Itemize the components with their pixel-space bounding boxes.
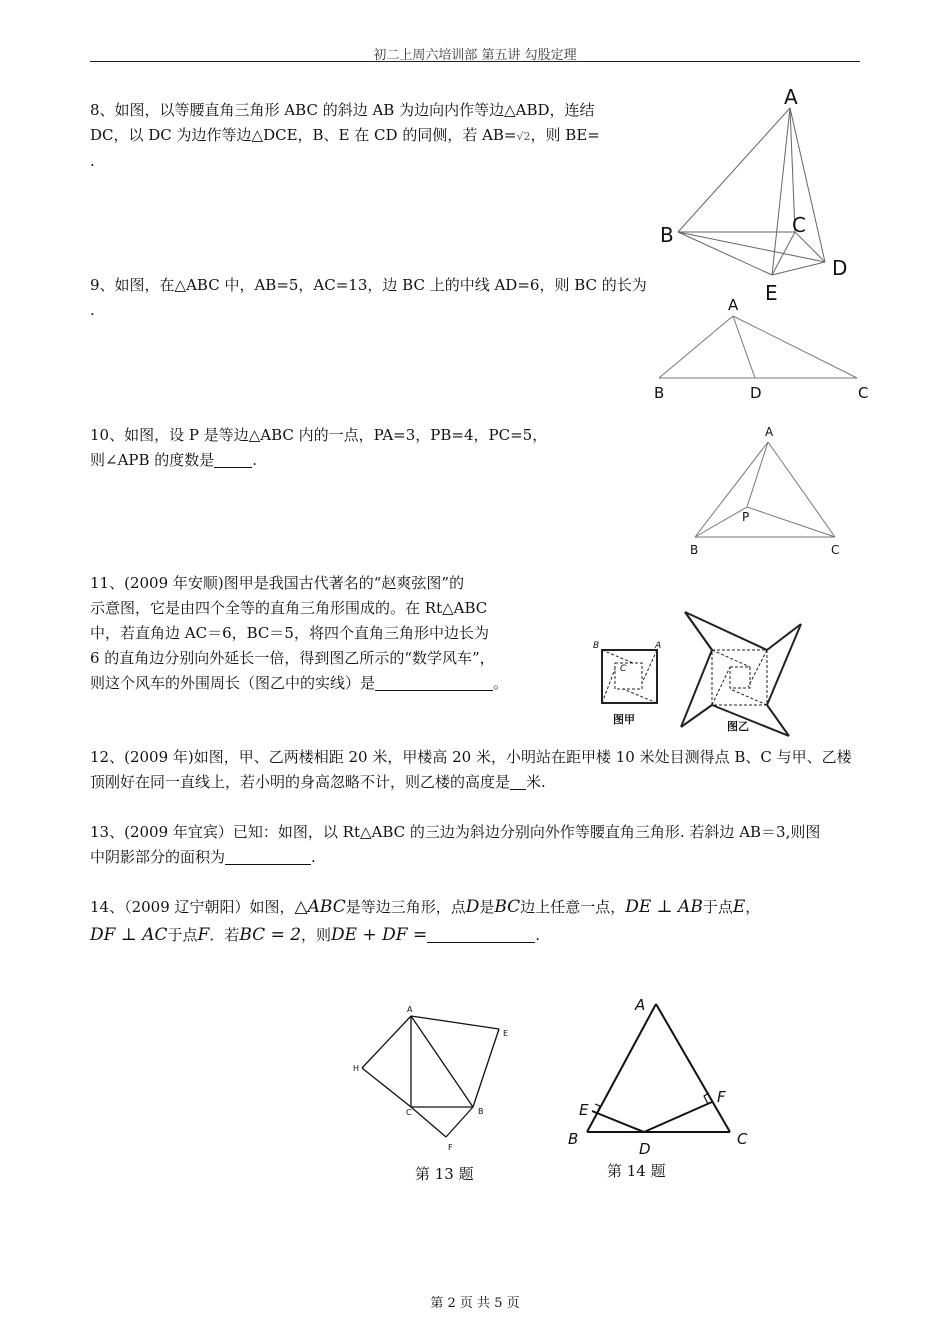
sqrt-two: √2: [516, 130, 531, 143]
question-10: [90, 423, 547, 473]
figure-8: [640, 80, 860, 310]
q12-line2: [90, 770, 852, 795]
q11-line5: [90, 671, 508, 696]
answer-blank-13[interactable]: [225, 848, 311, 865]
fig10-label-a: A: [765, 425, 774, 439]
q14-line2: [90, 921, 760, 949]
q14-text8: ．若: [209, 926, 240, 944]
question-9: [90, 273, 647, 323]
q14-math-de-ab: DE ⊥ AB: [625, 897, 703, 917]
q14-text5: 于点: [702, 898, 733, 916]
fig8-label-d: D: [832, 256, 848, 280]
fig11-label-b: B: [593, 641, 600, 651]
q14-text6: ，: [745, 898, 761, 916]
question-8: [90, 98, 600, 174]
page-header: 初二上周六培训部 第五讲 勾股定理: [373, 48, 577, 63]
fig13-label-b: B: [478, 1107, 484, 1116]
q14-math-f: F: [197, 925, 210, 945]
q14-line1: [90, 893, 760, 921]
answer-blank-11[interactable]: [375, 674, 493, 691]
q14-text10: .: [535, 926, 540, 944]
q12-line1: 12、(2009 年)如图，甲、乙两楼相距 20 米，甲楼高 20 米，小明站在距甲楼 10 米处目测得点 B、C 与甲、乙楼: [90, 748, 852, 766]
question-14: [90, 893, 760, 949]
fig10-label-b: B: [690, 543, 699, 557]
fig13-label-e: E: [503, 1029, 509, 1038]
q8-line3: .: [90, 152, 95, 170]
fig11-caption-jia: 图甲: [613, 713, 635, 726]
fig8-label-e: E: [765, 281, 778, 305]
q14-text9: ，则: [301, 926, 332, 944]
fig11-caption-yi: 图乙: [727, 720, 749, 733]
figure-13-caption: 第 13 题: [415, 1165, 474, 1183]
fig14-label-b: B: [568, 1130, 579, 1148]
fig10-label-c: C: [831, 543, 840, 557]
fig9-label-b: B: [654, 384, 665, 402]
q14-text3: 是: [479, 898, 495, 916]
fig13-label-a: A: [407, 1005, 413, 1014]
q14-math-d: D: [465, 897, 480, 917]
fig8-label-a: A: [784, 85, 798, 109]
q10-line2b: .: [252, 451, 258, 469]
q14-math-e: E: [732, 897, 746, 917]
fig14-label-f: F: [717, 1088, 726, 1106]
fig13-label-h: H: [353, 1064, 360, 1073]
q13-line2: [90, 845, 820, 870]
fig9-label-d: D: [750, 384, 762, 402]
q8-line1: 8、如图，以等腰直角三角形 ABC 的斜边 AB 为边向内作等边△ABD，连结: [90, 101, 595, 119]
q14-text1: 14、（2009 辽宁朝阳）如图，: [90, 898, 295, 916]
question-12: [90, 745, 852, 795]
q13-line2b: .: [311, 848, 316, 866]
q14-text4: 边上任意一点，: [520, 898, 626, 916]
q8-line2a: DC，以 DC 为边作等边△DCE，B、E 在 CD 的同侧，若 AB=: [90, 126, 517, 144]
q13-line2a: 中阴影部分的面积为: [90, 848, 226, 866]
q14-text2: 是等边三角形，点: [345, 898, 466, 916]
fig9-label-a: A: [728, 296, 739, 314]
q14-math-bc2: BC = 2: [239, 925, 302, 945]
figure-10: [685, 420, 855, 560]
q14-math-bc: BC: [494, 897, 521, 917]
fig11-label-a: A: [655, 641, 662, 651]
figure-11: [585, 605, 815, 740]
question-11: [90, 571, 508, 696]
q14-math-sum: DE + DF =: [331, 925, 428, 945]
q8-line2: [90, 123, 600, 149]
fig14-label-e: E: [579, 1101, 589, 1119]
fig13-label-c: C: [406, 1108, 412, 1117]
figure-13: [345, 1000, 525, 1160]
q11-line5b: 。: [493, 674, 509, 692]
answer-blank-10[interactable]: [214, 451, 252, 468]
question-13: [90, 820, 820, 870]
q14-math-abc: △ABC: [294, 897, 346, 917]
q14-math-df-ac: DF ⊥ AC: [90, 925, 168, 945]
fig8-label-c: C: [792, 213, 806, 237]
q10-line2: [90, 448, 547, 473]
fig11-label-c: C: [620, 664, 627, 674]
q13-line1: 13、(2009 年宜宾）已知：如图，以 Rt△ABC 的三边为斜边分别向外作等腰直角三角形. 若斜边 AB＝3,则图: [90, 823, 821, 841]
q10-line2a: 则∠APB 的度数是: [90, 451, 215, 469]
fig10-label-p: P: [742, 510, 750, 524]
figure-9: [645, 292, 875, 407]
answer-blank-12[interactable]: [510, 773, 526, 790]
q11-line5a: 则这个风车的外围周长（图乙中的实线）是: [90, 674, 376, 692]
fig8-label-b: B: [660, 223, 674, 247]
fig14-label-d: D: [639, 1140, 651, 1158]
q12-line2b: 米.: [526, 773, 546, 791]
fig14-label-a: A: [635, 996, 646, 1014]
q11-line3: 中，若直角边 AC＝6，BC＝5，将四个直角三角形中边长为: [90, 624, 489, 642]
q11-line2: 示意图，它是由四个全等的直角三角形围成的。在 Rt△ABC: [90, 599, 488, 617]
q8-line2b: ，则 BE=: [530, 126, 600, 144]
header-rule: [90, 61, 860, 62]
answer-blank-14[interactable]: [427, 926, 535, 943]
page-footer: 第 2 页 共 5 页: [430, 1296, 520, 1311]
figure-14-caption: 第 14 题: [607, 1162, 666, 1180]
q11-line4: 6 的直角边分别向外延长一倍，得到图乙所示的“数学风车”，: [90, 649, 495, 667]
q11-line1: 11、(2009 年安顺)图甲是我国古代著名的“赵爽弦图”的: [90, 574, 465, 592]
q9-line2: .: [90, 301, 95, 319]
fig14-label-c: C: [737, 1130, 748, 1148]
q12-line2a: 顶刚好在同一直线上，若小明的身高忽略不计，则乙楼的高度是: [90, 773, 511, 791]
q14-text7: 于点: [167, 926, 198, 944]
figure-14: [560, 992, 760, 1162]
fig9-label-c: C: [858, 384, 869, 402]
q10-line1: 10、如图，设 P 是等边△ABC 内的一点，PA=3，PB=4，PC=5，: [90, 426, 548, 444]
q9-line1: 9、如图，在△ABC 中，AB=5，AC=13，边 BC 上的中线 AD=6，则 BC 的长为: [90, 276, 647, 294]
fig13-label-f: F: [448, 1143, 453, 1152]
